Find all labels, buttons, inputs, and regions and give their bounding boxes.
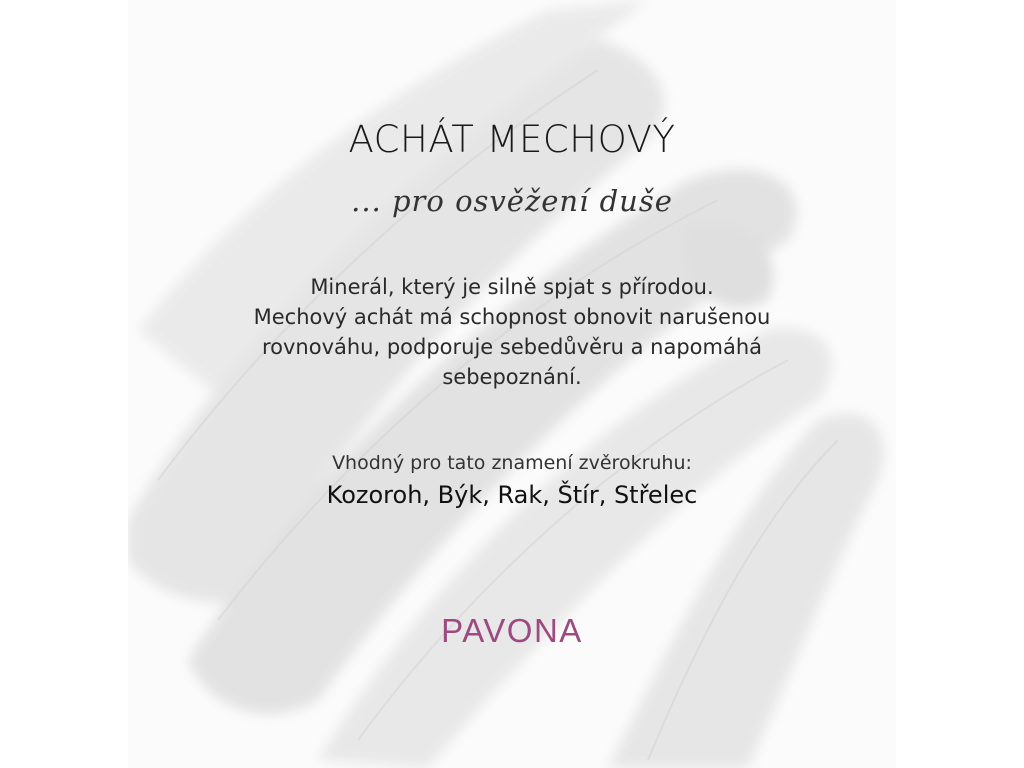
description-line: Minerál, který je silně spjat s přírodou.: [310, 275, 714, 299]
product-title: ACHÁT MECHOVÝ: [348, 118, 676, 161]
description-line: Mechový achát má schopnost obnovit narušenou: [253, 305, 771, 329]
description-line: sebepoznání.: [442, 365, 582, 389]
product-description: [188, 272, 836, 392]
product-card: [128, 0, 896, 768]
product-tagline: ... pro osvěžení duše: [351, 184, 673, 218]
description-line: rovnováhu, podporuje sebedůvěru a napomáhá: [261, 335, 763, 359]
zodiac-signs: Kozoroh, Býk, Rak, Štír, Střelec: [326, 481, 698, 509]
zodiac-label: Vhodný pro tato znamení zvěrokruhu:: [332, 452, 692, 474]
brand-logo: PAVONA: [441, 612, 583, 649]
card-content: [128, 0, 896, 768]
